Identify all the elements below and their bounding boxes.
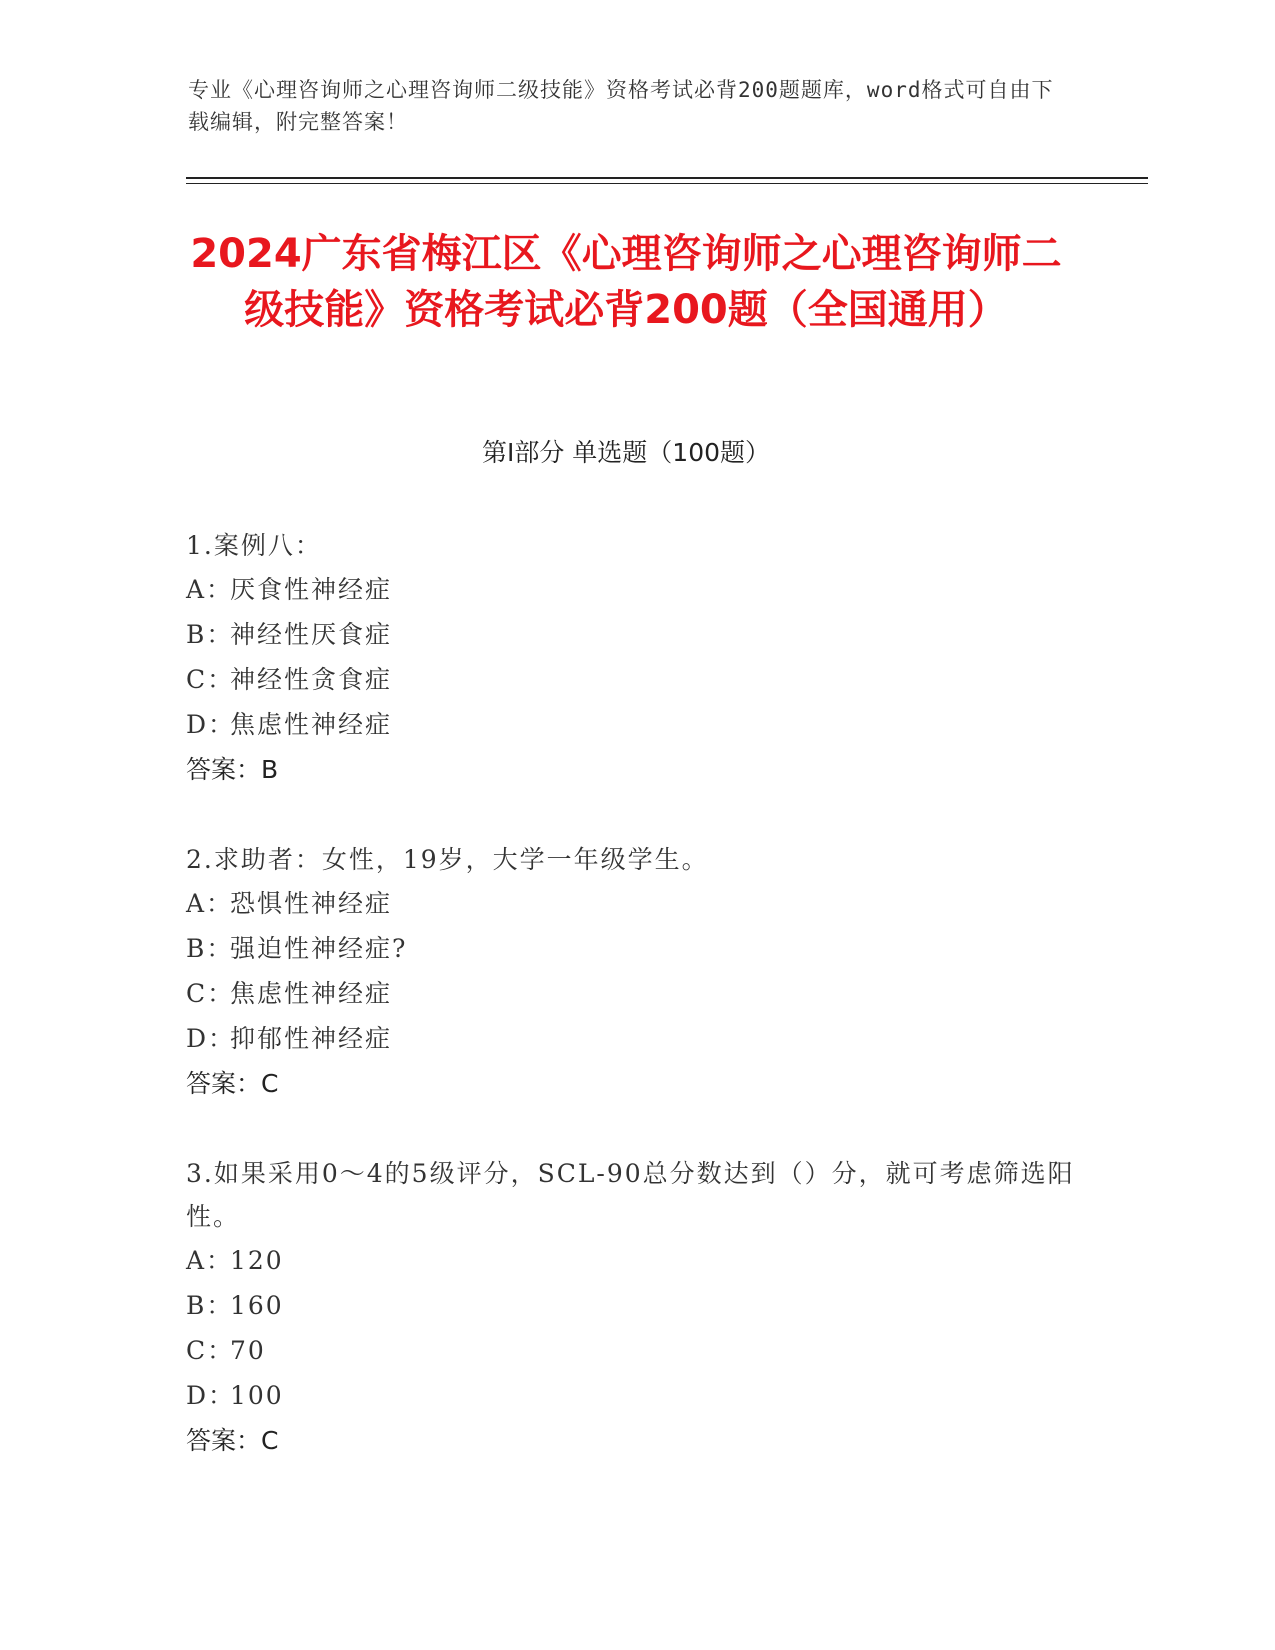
option-key: B： (186, 934, 234, 963)
option-text: 神经性贪食症 (230, 665, 393, 694)
option-a (186, 881, 1086, 926)
option-text: 焦虑性神经症 (230, 710, 393, 739)
option-key: D： (186, 1381, 236, 1410)
header-rule-thin (186, 183, 1148, 184)
header-note: 专业《心理咨询师之心理咨询师二级技能》资格考试必背200题题库，word格式可自由下载编辑，附完整答案！ (188, 78, 1054, 134)
option-d (186, 702, 1086, 747)
question-1 (186, 524, 1086, 792)
answer: 答案：C (186, 1069, 279, 1098)
option-c (186, 657, 1086, 702)
document-title: 2024广东省梅江区《心理咨询师之心理咨询师二级技能》资格考试必背200题（全国通用） (190, 231, 1062, 333)
option-text: 厌食性神经症 (230, 575, 393, 604)
section-heading: 第I部分 单选题（100题） (481, 438, 771, 467)
answer: 答案：C (186, 1426, 279, 1455)
option-key: A： (186, 889, 234, 918)
option-b (186, 926, 1086, 971)
option-text: 70 (230, 1336, 266, 1365)
question-stem: 2.求助者：女性，19岁，大学一年级学生。 (186, 845, 709, 874)
option-d (186, 1373, 1086, 1418)
option-text: 神经性厌食症 (230, 620, 393, 649)
option-text: 120 (230, 1246, 284, 1275)
question-list (186, 524, 1086, 1509)
header-rule-thick (186, 177, 1148, 179)
option-text: 100 (230, 1381, 284, 1410)
question-3 (186, 1152, 1086, 1463)
question-stem: 1.案例八： (186, 531, 322, 560)
option-b (186, 612, 1086, 657)
option-a (186, 567, 1086, 612)
option-key: A： (186, 575, 234, 604)
option-a (186, 1238, 1086, 1283)
option-text: 160 (230, 1291, 284, 1320)
option-c (186, 1328, 1086, 1373)
option-key: C： (186, 979, 235, 1008)
question-2 (186, 838, 1086, 1106)
option-key: D： (186, 710, 236, 739)
option-key: B： (186, 620, 234, 649)
option-key: C： (186, 1336, 235, 1365)
option-key: D： (186, 1024, 236, 1053)
option-text: 恐惧性神经症 (230, 889, 393, 918)
question-stem: 3.如果采用0～4的5级评分，SCL-90总分数达到（）分，就可考虑筛选阳性。 (186, 1159, 1075, 1231)
answer: 答案：B (186, 755, 279, 784)
option-text: 抑郁性神经症 (230, 1024, 393, 1053)
option-text: 强迫性神经症? (230, 934, 408, 963)
option-text: 焦虑性神经症 (230, 979, 393, 1008)
option-key: C： (186, 665, 235, 694)
option-key: A： (186, 1246, 234, 1275)
option-key: B： (186, 1291, 234, 1320)
option-d (186, 1016, 1086, 1061)
option-b (186, 1283, 1086, 1328)
option-c (186, 971, 1086, 1016)
